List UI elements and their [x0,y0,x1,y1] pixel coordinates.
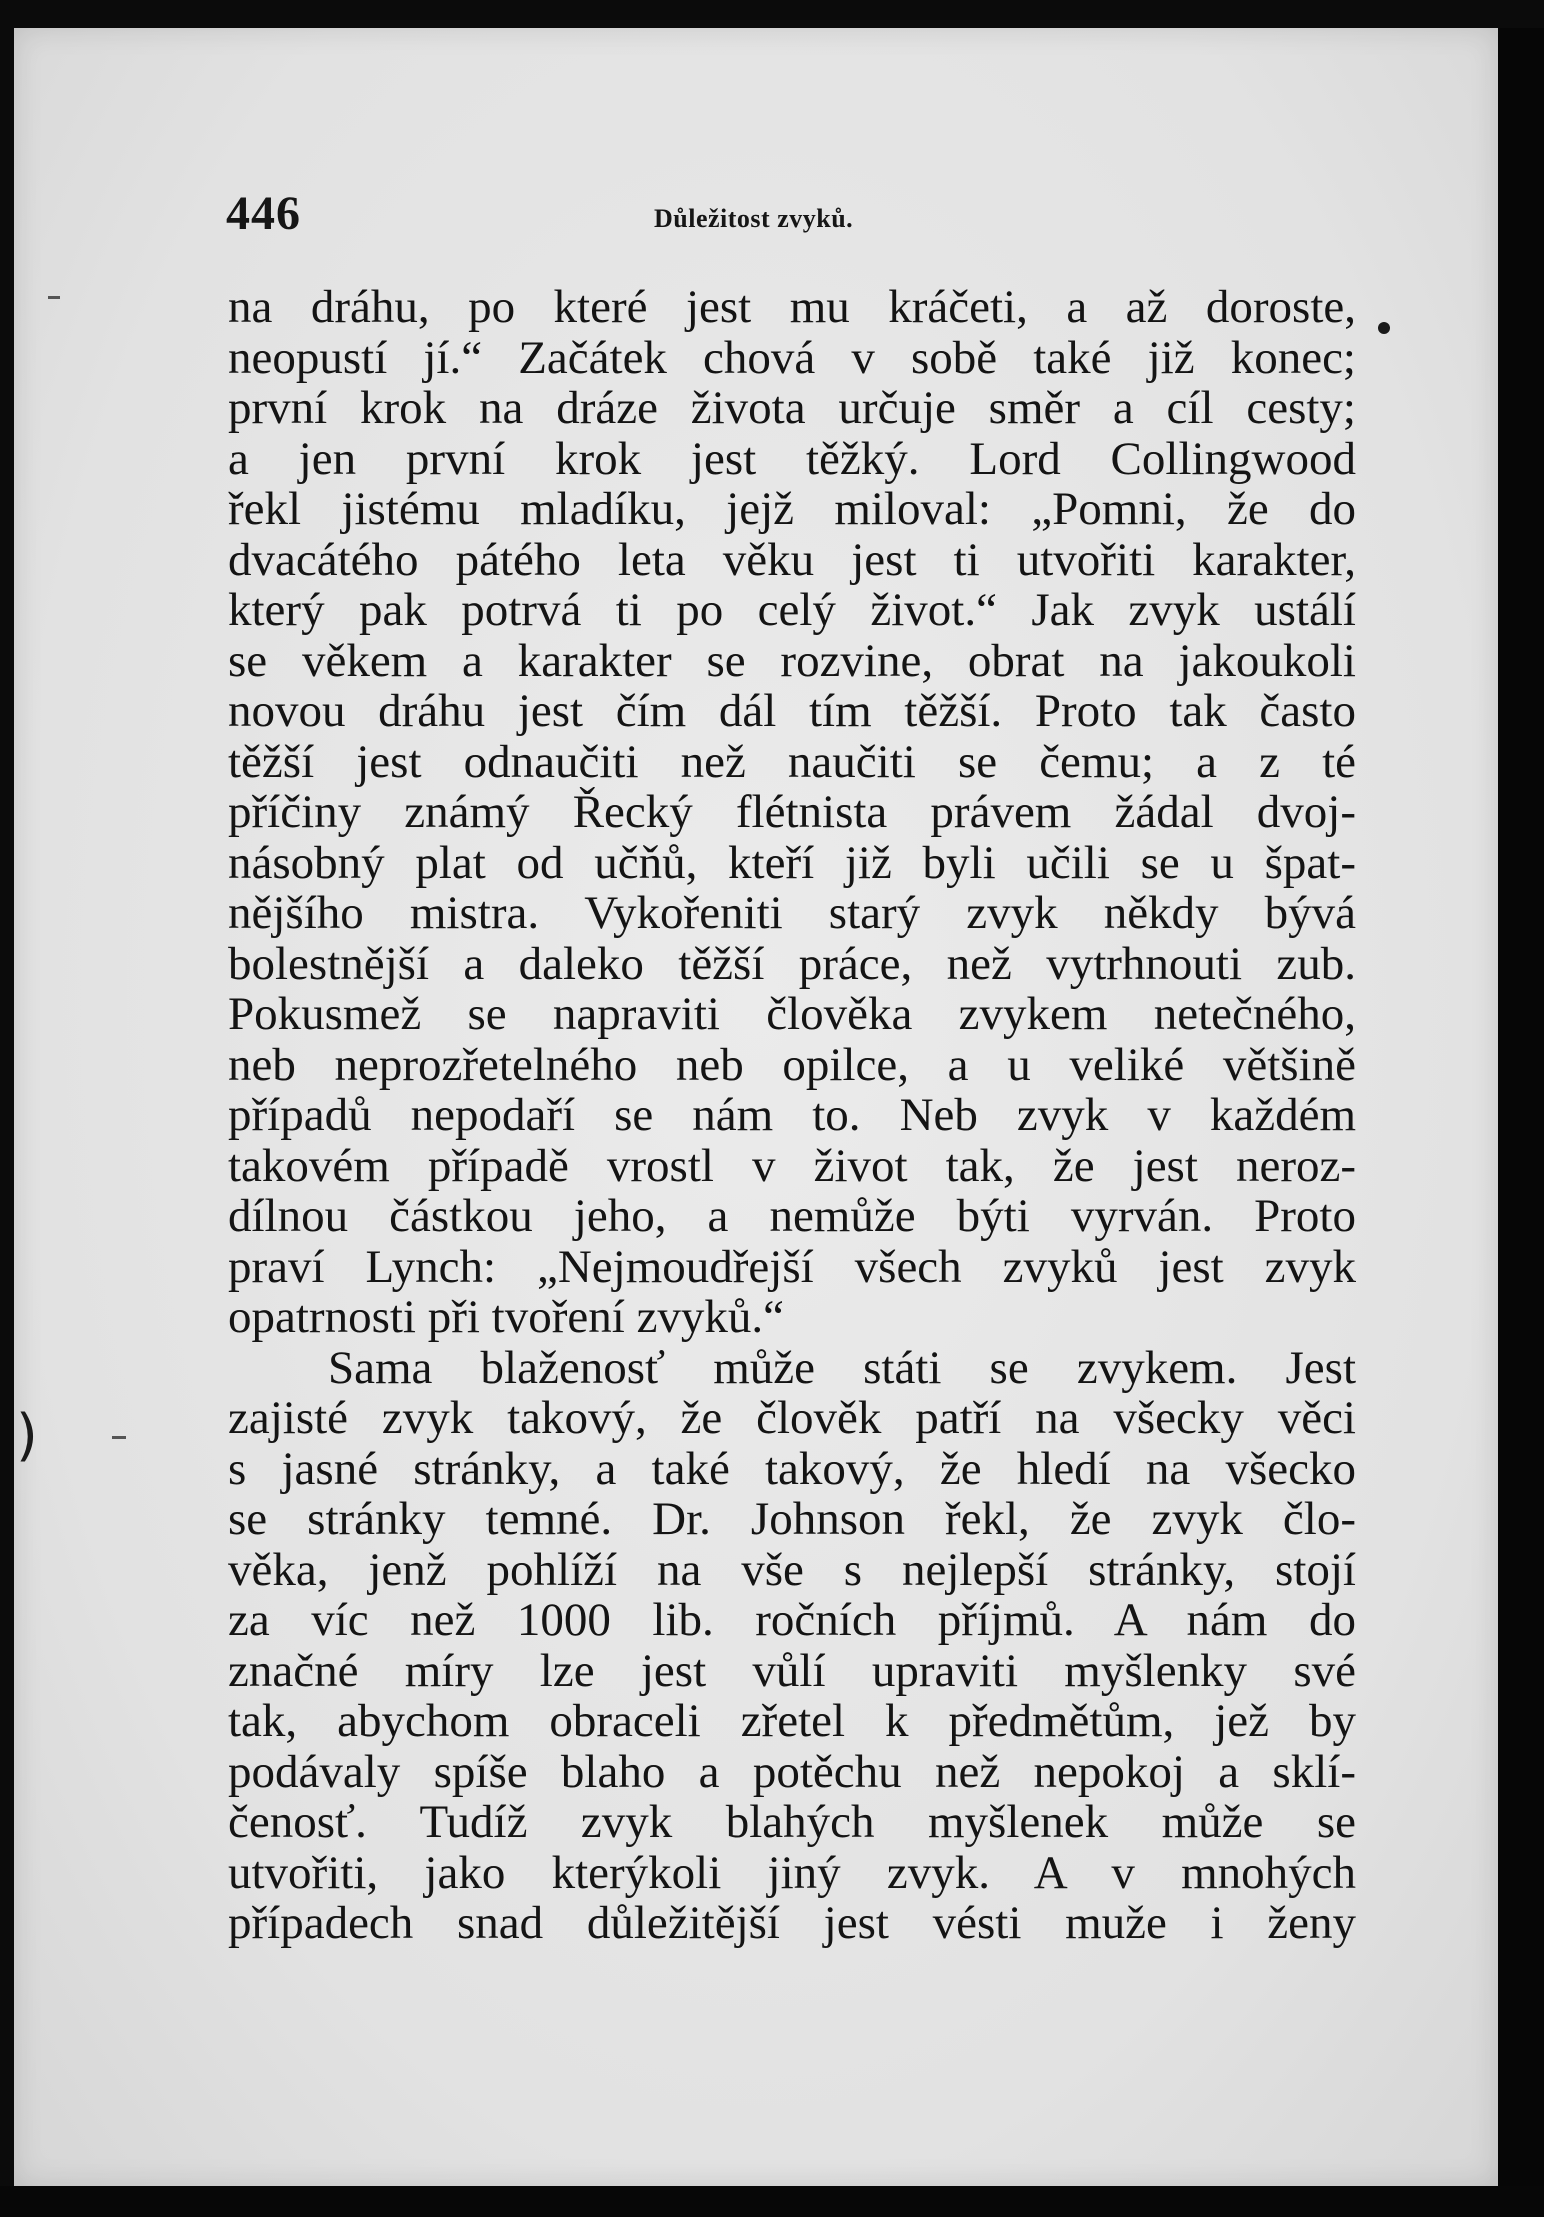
margin-mark [112,1436,126,1439]
margin-paren-mark: ) [16,1403,38,1468]
margin-mark [48,296,60,299]
running-title: Důležitost zvyků. [654,204,854,233]
text-line: praví Lynch: „Nejmoudřejší všech zvyků jest zvyk [228,1241,1356,1292]
page-header [226,186,1356,246]
text-line: se věkem a karakter se rozvine, obrat na jakoukoli [228,635,1356,686]
scan-border-right [1498,28,1544,2217]
text-line: případech snad důležitější jest vésti muže i ženy [228,1898,1356,1949]
text-line: případů nepodaří se nám to. Neb zvyk v každém [228,1090,1356,1141]
text-line: který pak potrvá ti po celý život.“ Jak zvyk ustálí [228,585,1356,636]
text-line: utvořiti, jako kterýkoli jiný zvyk. A v mnohých [228,1847,1356,1898]
text-line: novou dráhu jest čím dál tím těžší. Proto tak často [228,686,1356,737]
scan-border-bottom [0,2186,1544,2217]
text-line: a jen první krok jest těžký. Lord Collingwood [228,433,1356,484]
text-line: čenosť. Tudíž zvyk blahých myšlenek může se [228,1797,1356,1848]
text-line: nějšího mistra. Vykořeniti starý zvyk někdy bývá [228,888,1356,939]
body-text [228,282,1356,1949]
text-line: se stránky temné. Dr. Johnson řekl, že zvyk člo- [228,1494,1356,1545]
text-line: takovém případě vrostl v život tak, že jest neroz- [228,1140,1356,1191]
text-line: neopustí jí.“ Začátek chová v sobě také již konec; [228,332,1356,383]
text-line: zajisté zvyk takový, že člověk patří na všecky věci [228,1393,1356,1444]
text-line: řekl jistému mladíku, jejž miloval: „Pomni, že do [228,484,1356,535]
text-line: tak, abychom obraceli zřetel k předmětům, jež by [228,1696,1356,1747]
text-line: věka, jenž pohlíží na vše s nejlepší stránky, stojí [228,1544,1356,1595]
page-number: 446 [226,187,301,240]
text-line: za víc než 1000 lib. ročních příjmů. A nám do [228,1595,1356,1646]
text-line: podávaly spíše blaho a potěchu než nepokoj a sklí- [228,1746,1356,1797]
text-line: Pokusmež se napraviti člověka zvykem netečného, [228,989,1356,1040]
paragraph-start-line: Sama blaženosť může státi se zvykem. Jest [328,1342,1356,1393]
text-line: příčiny známý Řecký flétnista právem žádal dvoj- [228,787,1356,838]
paragraph-end-line: opatrnosti při tvoření zvyků.“ [228,1292,785,1343]
text-line: těžší jest odnaučiti než naučiti se čemu; a z té [228,736,1356,787]
text-line: násobný plat od učňů, kteří již byli učili se u špat- [228,837,1356,888]
text-line: na dráhu, po které jest mu kráčeti, a až doroste, [228,282,1356,333]
text-line: značné míry lze jest vůlí upraviti myšlenky své [228,1645,1356,1696]
text-line: neb neprozřetelného neb opilce, a u veliké většině [228,1039,1356,1090]
text-line: dvacátého pátého leta věku jest ti utvořiti karakter, [228,534,1356,585]
text-line: s jasné stránky, a také takový, že hledí na všecko [228,1443,1356,1494]
text-line: bolestnější a daleko těžší práce, než vytrhnouti zub. [228,938,1356,989]
ink-speck [1378,322,1390,334]
text-line: první krok na dráze života určuje směr a cíl cesty; [228,383,1356,434]
text-line: dílnou částkou jeho, a nemůže býti vyrván. Proto [228,1191,1356,1242]
